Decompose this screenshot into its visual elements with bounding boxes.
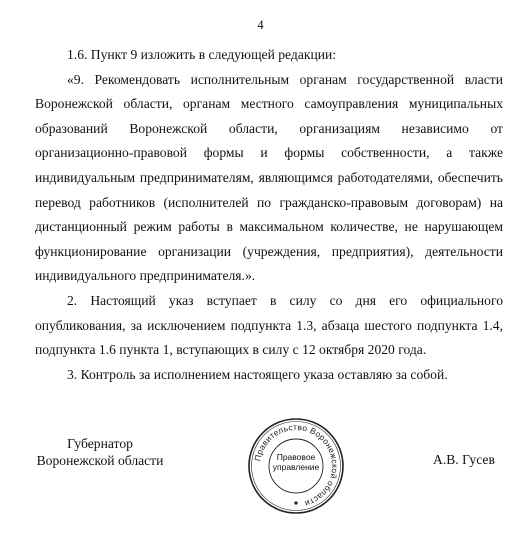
signatory-name: А.В. Гусев: [433, 452, 495, 467]
seal-inner-line1: Правовое: [276, 452, 316, 462]
signatory-title: [26, 436, 174, 469]
paragraph-2: 2. Настоящий указ вступает в силу со дня его официального опубликования, за исключением подпункта 1.3, абзаца шестого подпункта 1.4, подпункта 1.6 пункта 1, вступающих в силу с 12 октября 2020 года.: [35, 292, 503, 358]
signatory-title-line2: Воронежской области: [36, 452, 164, 468]
paragraph-1-6: 1.6. Пункт 9 изложить в следующей редакции:: [67, 47, 337, 62]
seal-inner-line2: управление: [272, 462, 320, 472]
paragraph-quote-9: «9. Рекомендовать исполнительным органам государственной власти Воронежской области, органам местного самоуправления муниципальных образований Воронежской области, организациям независимо от организационно-правовой формы и формы собственности, а также индивидуальным предпринимателям, являющимся работодателями, обеспечить перевод работников (исполнителей по гражданско-правовым договорам) на дистанционный режим работы в максимальном количестве, не нарушающем функционирование организации (учреждения, предприятия), деятельности индивидуального предпринимателя.».: [35, 71, 503, 284]
paragraph-3: 3. Контроль за исполнением настоящего указа оставляю за собой.: [67, 366, 448, 382]
seal-inner-text: [262, 452, 330, 472]
document-body: [35, 43, 503, 387]
signatory-title-line1: Губернатор: [67, 436, 133, 451]
page-number: 4: [257, 18, 264, 32]
seal-ring-text: Правительство Воронежской области: [252, 421, 341, 509]
